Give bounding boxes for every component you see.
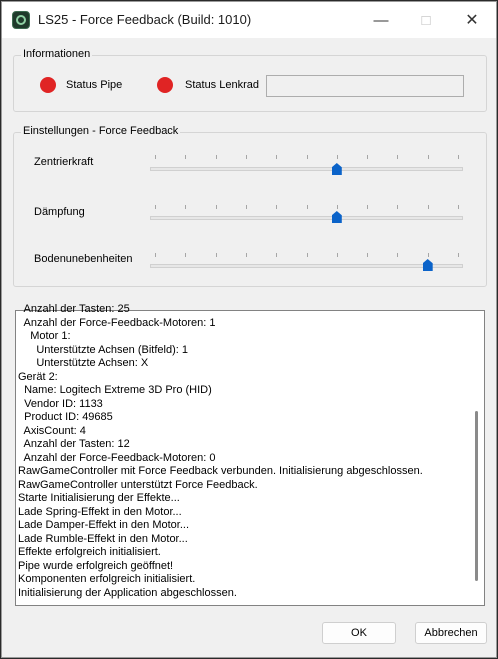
slider-tick xyxy=(397,253,398,257)
log-line: Motor 1: xyxy=(18,330,71,342)
slider-tick xyxy=(367,205,368,209)
slider-label-damping: Dämpfung xyxy=(34,206,85,218)
log-line: Anzahl der Force-Feedback-Motoren: 1 xyxy=(18,316,216,329)
slider-tick xyxy=(337,253,338,257)
slider-tick xyxy=(458,253,459,257)
log-line: Unterstützte Achsen (Bitfeld): 1 xyxy=(18,343,188,356)
log-scroll-thumb[interactable] xyxy=(475,411,478,581)
slider-ticks-damping xyxy=(150,205,463,209)
log-line: Anzahl der Tasten: 12 xyxy=(18,438,130,450)
status-pipe-label: Status Pipe xyxy=(66,79,123,91)
slider-tick xyxy=(155,253,156,257)
log-line: Pipe wurde erfolgreich geöffnet! xyxy=(18,559,174,572)
status-text-field xyxy=(266,75,464,97)
log-line: Name: Logitech Extreme 3D Pro (HID) xyxy=(18,384,212,396)
slider-tick xyxy=(428,205,429,209)
slider-tick xyxy=(307,253,308,257)
log-lines xyxy=(18,303,464,600)
slider-tick xyxy=(337,155,338,159)
maximize-icon[interactable]: □ xyxy=(421,11,431,29)
slider-track-damping[interactable] xyxy=(150,216,463,220)
log-scrollbar[interactable] xyxy=(470,311,484,605)
slider-tick xyxy=(458,205,459,209)
log-line: Product ID: 49685 xyxy=(18,411,113,423)
title-bar xyxy=(2,2,496,38)
log-textbox[interactable] xyxy=(15,303,485,606)
slider-tick xyxy=(155,205,156,209)
slider-tick xyxy=(216,205,217,209)
cancel-button[interactable]: Abbrechen xyxy=(415,622,487,644)
status-pipe-indicator-icon xyxy=(40,77,56,93)
log-line: Unterstützte Achsen: X xyxy=(18,357,149,369)
slider-tick xyxy=(367,155,368,159)
minimize-icon[interactable]: — xyxy=(373,11,389,29)
log-line: Vendor ID: 1133 xyxy=(18,397,103,410)
slider-ticks-centering xyxy=(150,155,463,159)
slider-tick xyxy=(155,155,156,159)
slider-tick xyxy=(428,253,429,257)
slider-tick xyxy=(216,155,217,159)
log-line: Starte Initialisierung der Effekte... xyxy=(18,492,180,504)
ok-button[interactable]: OK xyxy=(322,622,396,644)
log-line: Gerät 2: xyxy=(18,370,58,383)
slider-tick xyxy=(216,253,217,257)
log-line: Lade Damper-Effekt in den Motor... xyxy=(18,519,189,531)
log-line: Lade Rumble-Effekt in den Motor... xyxy=(18,532,188,545)
force-feedback-window xyxy=(1,1,497,658)
log-line: Komponenten erfolgreich initialisiert. xyxy=(18,573,196,585)
status-wheel-indicator-icon xyxy=(157,77,173,93)
log-line: RawGameController mit Force Feedback verbunden. Initialisierung abgeschlossen. xyxy=(18,465,423,477)
slider-tick xyxy=(367,253,368,257)
slider-tick xyxy=(246,205,247,209)
slider-tick xyxy=(397,205,398,209)
app-icon xyxy=(12,11,30,29)
slider-tick xyxy=(397,155,398,159)
log-line: Effekte erfolgreich initialisiert. xyxy=(18,546,161,558)
slider-track-bumps[interactable] xyxy=(150,264,463,268)
slider-tick xyxy=(185,155,186,159)
slider-tick xyxy=(276,253,277,257)
info-group-title: Informationen xyxy=(23,48,91,60)
slider-tick xyxy=(276,205,277,209)
slider-tick xyxy=(458,155,459,159)
status-wheel-label: Status Lenkrad xyxy=(185,79,259,91)
window-title: LS25 - Force Feedback (Build: 1010) xyxy=(38,12,252,27)
log-line: AxisCount: 4 xyxy=(18,424,86,437)
slider-tick xyxy=(246,155,247,159)
ffb-group-title: Einstellungen - Force Feedback xyxy=(23,125,179,137)
slider-label-bumps: Bodenunebenheiten xyxy=(34,253,133,265)
log-line: Anzahl der Force-Feedback-Motoren: 0 xyxy=(18,451,216,464)
slider-tick xyxy=(307,205,308,209)
slider-tick xyxy=(428,155,429,159)
log-line: Lade Spring-Effekt in den Motor... xyxy=(18,505,182,518)
log-line: Initialisierung der Application abgeschlossen. xyxy=(18,586,237,599)
log-line: RawGameController unterstützt Force Feedback. xyxy=(18,478,258,491)
slider-ticks-bumps xyxy=(150,253,463,257)
close-icon[interactable]: ✕ xyxy=(465,12,479,29)
slider-label-centering: Zentrierkraft xyxy=(34,156,94,168)
slider-tick xyxy=(185,253,186,257)
slider-tick xyxy=(246,253,247,257)
log-line: Anzahl der Tasten: 25 xyxy=(18,303,130,315)
slider-tick xyxy=(307,155,308,159)
slider-tick xyxy=(337,205,338,209)
slider-tick xyxy=(185,205,186,209)
slider-tick xyxy=(276,155,277,159)
slider-track-centering[interactable] xyxy=(150,167,463,171)
